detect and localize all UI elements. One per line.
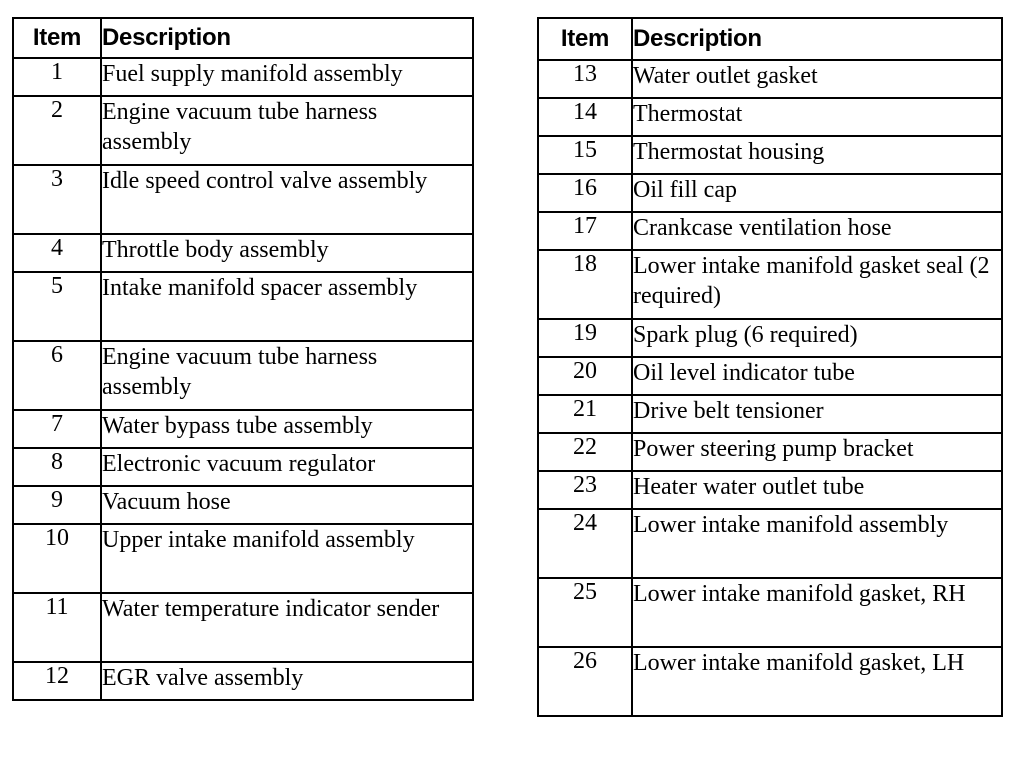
item-description: Thermostat housing [632,136,1002,174]
item-number: 10 [13,524,101,593]
item-number: 7 [13,410,101,448]
item-number: 11 [13,593,101,662]
table-row [13,662,473,700]
table-row [13,165,473,234]
item-number: 18 [538,250,632,319]
item-description: Fuel supply manifold assembly [101,58,473,96]
item-number: 21 [538,395,632,433]
item-number: 15 [538,136,632,174]
item-description: Heater water outlet tube [632,471,1002,509]
item-description: Water temperature indicator sender [101,593,473,662]
table-row [538,98,1002,136]
table-row [538,136,1002,174]
item-number: 19 [538,319,632,357]
item-description: Power steering pump bracket [632,433,1002,471]
table-header-row [13,18,473,58]
item-number: 2 [13,96,101,165]
table-row [538,471,1002,509]
item-number: 20 [538,357,632,395]
table-row [538,395,1002,433]
item-number: 8 [13,448,101,486]
item-description: Intake manifold spacer assembly [101,272,473,341]
table-row [538,433,1002,471]
item-number: 4 [13,234,101,272]
item-number: 17 [538,212,632,250]
item-description: Thermostat [632,98,1002,136]
item-number: 5 [13,272,101,341]
table-row [538,509,1002,578]
item-number: 1 [13,58,101,96]
item-number: 6 [13,341,101,410]
item-description: Oil level indicator tube [632,357,1002,395]
item-number: 13 [538,60,632,98]
table-row [13,272,473,341]
item-description: Lower intake manifold gasket, RH [632,578,1002,647]
item-number: 9 [13,486,101,524]
item-description: Drive belt tensioner [632,395,1002,433]
table-row [538,578,1002,647]
table-row [538,174,1002,212]
item-description: Vacuum hose [101,486,473,524]
table-row [13,58,473,96]
table-row [538,212,1002,250]
table-row [538,319,1002,357]
item-description: EGR valve assembly [101,662,473,700]
table-row [13,593,473,662]
table-row [13,341,473,410]
table-row [13,410,473,448]
table-row [538,250,1002,319]
item-description: Engine vacuum tube harness assembly [101,96,473,165]
table-row [13,524,473,593]
item-number: 24 [538,509,632,578]
item-description: Engine vacuum tube harness assembly [101,341,473,410]
item-number: 16 [538,174,632,212]
table-header-row [538,18,1002,60]
table-row [13,96,473,165]
item-description: Lower intake manifold assembly [632,509,1002,578]
table-row [13,448,473,486]
table-row [13,486,473,524]
item-number: 23 [538,471,632,509]
item-description: Electronic vacuum regulator [101,448,473,486]
item-description: Water outlet gasket [632,60,1002,98]
item-column-header: Item [13,18,101,58]
item-description: Spark plug (6 required) [632,319,1002,357]
item-description: Lower intake manifold gasket, LH [632,647,1002,716]
item-number: 25 [538,578,632,647]
item-number: 3 [13,165,101,234]
item-number: 14 [538,98,632,136]
item-description: Oil fill cap [632,174,1002,212]
item-number: 12 [13,662,101,700]
item-description: Lower intake manifold gasket seal (2 required) [632,250,1002,319]
item-description: Crankcase ventilation hose [632,212,1002,250]
description-column-header: Description [101,18,473,58]
item-number: 26 [538,647,632,716]
table-row [538,357,1002,395]
parts-table-left [12,17,474,701]
item-description: Water bypass tube assembly [101,410,473,448]
item-description: Idle speed control valve assembly [101,165,473,234]
item-column-header: Item [538,18,632,60]
item-description: Upper intake manifold assembly [101,524,473,593]
description-column-header: Description [632,18,1002,60]
parts-table-right [537,17,1003,717]
item-number: 22 [538,433,632,471]
table-row [13,234,473,272]
table-row [538,647,1002,716]
table-row [538,60,1002,98]
item-description: Throttle body assembly [101,234,473,272]
